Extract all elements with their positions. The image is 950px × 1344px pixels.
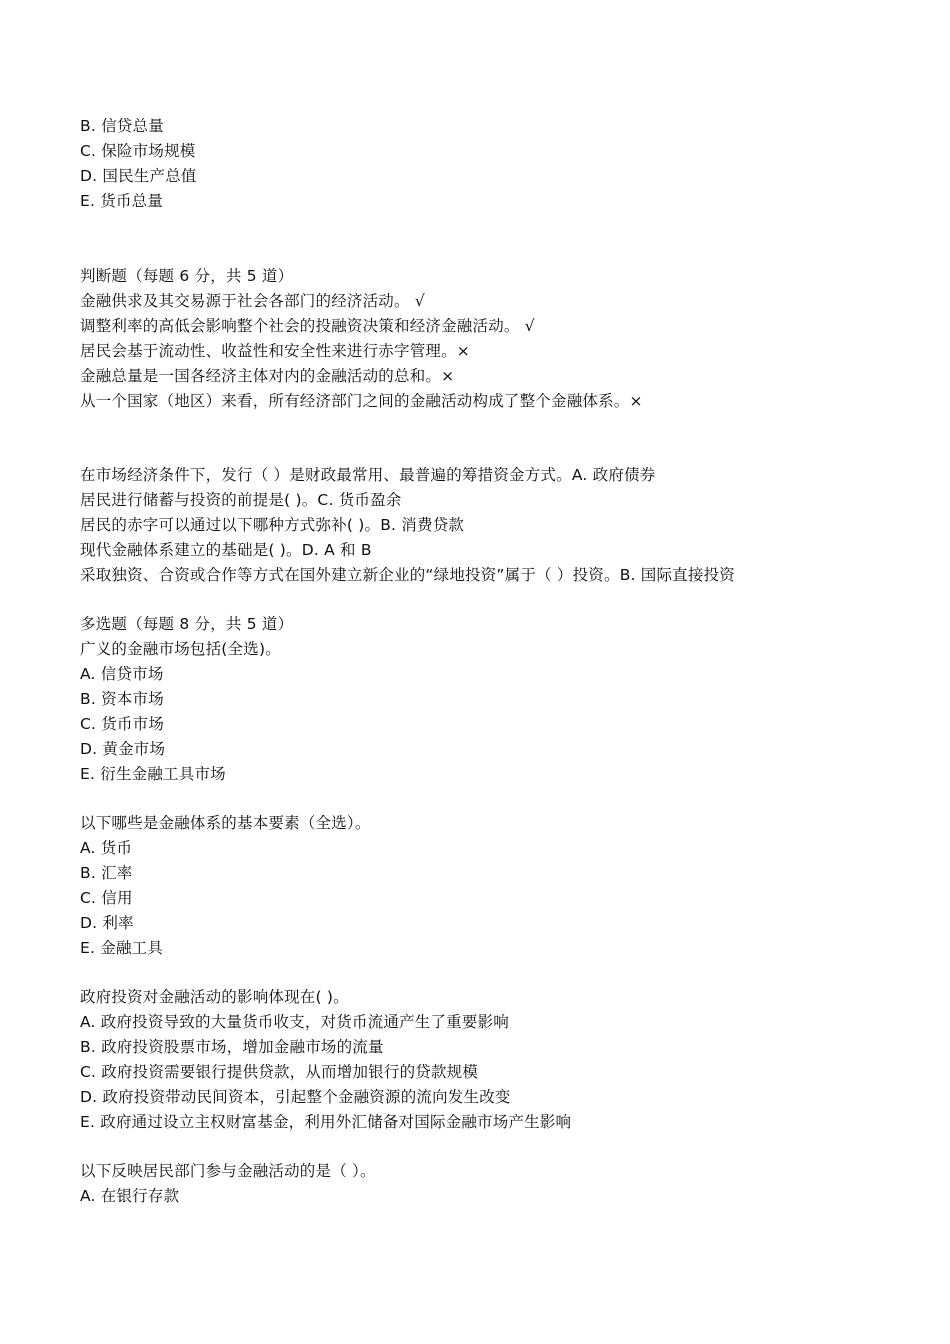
option-line: A. 政府投资导致的大量货币收支，对货币流通产生了重要影响 bbox=[80, 1013, 509, 1031]
question-text: 政府投资对金融活动的影响体现在( )。 bbox=[80, 988, 349, 1006]
option-line: E. 衍生金融工具市场 bbox=[80, 765, 226, 783]
section-heading-judgement: 判断题（每题 6 分，共 5 道） bbox=[80, 267, 294, 285]
question-text: 广义的金融市场包括(全选)。 bbox=[80, 640, 281, 658]
question-text: 以下反映居民部门参与金融活动的是（ ）。 bbox=[80, 1162, 376, 1180]
option-line: B. 信贷总量 bbox=[80, 117, 164, 135]
option-line: B. 政府投资股票市场，增加金融市场的流量 bbox=[80, 1038, 384, 1056]
option-line: E. 政府通过设立主权财富基金，利用外汇储备对国际金融市场产生影响 bbox=[80, 1113, 572, 1131]
option-line: B. 汇率 bbox=[80, 864, 133, 882]
option-line: D. 国民生产总值 bbox=[80, 167, 197, 185]
option-line: A. 信贷市场 bbox=[80, 665, 164, 683]
single-choice-item: 居民进行储蓄与投资的前提是( )。C. 货币盈余 bbox=[80, 491, 402, 509]
question-text: 以下哪些是金融体系的基本要素（全选）。 bbox=[80, 814, 371, 832]
option-line: D. 利率 bbox=[80, 914, 134, 932]
judgement-item: 金融总量是一国各经济主体对内的金融活动的总和。× bbox=[80, 367, 455, 385]
single-choice-item: 在市场经济条件下，发行（ ）是财政最常用、最普遍的筹措资金方式。A. 政府债券 bbox=[80, 466, 656, 484]
option-line: C. 保险市场规模 bbox=[80, 142, 196, 160]
option-line: E. 金融工具 bbox=[80, 939, 164, 957]
single-choice-item: 现代金融体系建立的基础是( )。D. A 和 B bbox=[80, 541, 372, 559]
judgement-item: 调整利率的高低会影响整个社会的投融资决策和经济金融活动。 √ bbox=[80, 317, 535, 335]
option-line: B. 资本市场 bbox=[80, 690, 164, 708]
option-line: C. 政府投资需要银行提供贷款，从而增加银行的贷款规模 bbox=[80, 1063, 479, 1081]
judgement-item: 居民会基于流动性、收益性和安全性来进行赤字管理。× bbox=[80, 342, 470, 360]
option-line: D. 黄金市场 bbox=[80, 740, 166, 758]
option-line: A. 货币 bbox=[80, 839, 133, 857]
single-choice-item: 居民的赤字可以通过以下哪种方式弥补( )。B. 消费贷款 bbox=[80, 516, 465, 534]
option-line: A. 在银行存款 bbox=[80, 1187, 180, 1205]
judgement-item: 从一个国家（地区）来看，所有经济部门之间的金融活动构成了整个金融体系。× bbox=[80, 392, 643, 410]
option-line: E. 货币总量 bbox=[80, 192, 164, 210]
option-line: C. 货币市场 bbox=[80, 715, 165, 733]
option-line: D. 政府投资带动民间资本，引起整个金融资源的流向发生改变 bbox=[80, 1088, 511, 1106]
section-heading-multiple-choice: 多选题（每题 8 分，共 5 道） bbox=[80, 615, 294, 633]
single-choice-item: 采取独资、合资或合作等方式在国外建立新企业的“绿地投资”属于（ ）投资。B. 国际直接投资 bbox=[80, 566, 735, 584]
option-line: C. 信用 bbox=[80, 889, 133, 907]
judgement-item: 金融供求及其交易源于社会各部门的经济活动。 √ bbox=[80, 292, 425, 310]
